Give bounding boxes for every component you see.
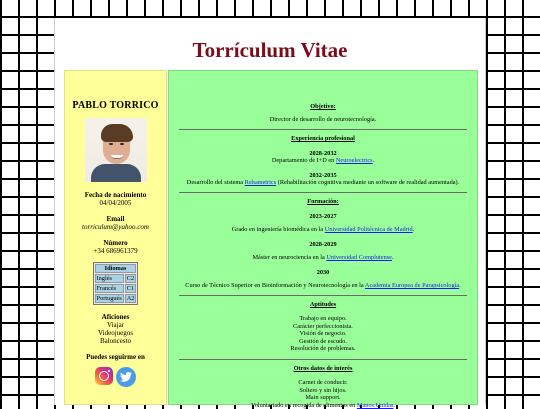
language-name: Francés [95,284,124,293]
profile-sidebar [64,70,167,405]
education-description: Grado en ingeniería biomédica en la Universidad Politécnica de Madrid. [231,226,415,233]
education-years: 2030 [316,269,330,276]
hobbies-label: Aficiones [101,313,130,321]
company-link[interactable]: Neuroelectrics [335,157,373,164]
experience-years: 2028-2032 [309,150,337,157]
phone-value: +34 686961379 [93,247,138,255]
social-links [65,367,166,387]
cv-main-content [168,70,478,409]
profile-photo [85,118,147,182]
list-item: Soltero y sin hijos. [299,386,347,394]
other-title: Otros datos de interés [293,364,353,372]
language-level: A2 [126,295,135,302]
list-item: Carnet de conducir. [298,378,348,386]
experience-title: Experiencia profesional [291,135,355,142]
follow-label: Puedes seguirme en [86,353,145,361]
experience-description: Departamento de I+D en Neuroelectrics. [271,157,375,164]
cv-page [54,18,486,409]
volunteer-link[interactable]: Manos Unidas [356,401,394,409]
birth-value: 04/04/2005 [99,199,132,207]
divider [179,295,467,296]
profile-name: PABLO TORRICO [72,100,159,111]
experience-years: 2032-2035 [309,172,337,179]
experience-description: Desarrollo del sistema Rehametrics (Rehabilitación cognitiva mediante un software de realidad aumentada). [186,179,460,186]
language-name: Portugués [96,295,122,302]
objective-text: Director de desarrollo de neurotecnología. [269,116,377,123]
institution-link[interactable]: Academia Europea de Parapsicología [364,282,460,289]
list-item: Carácter perfeccionista. [293,322,353,330]
divider [179,129,467,130]
languages-table [93,262,139,305]
email-value[interactable]: torriculum@yahoo.com [82,223,149,231]
company-link[interactable]: Rehametrics [244,179,277,186]
education-title: Formación: [307,198,339,205]
divider [179,359,467,360]
skills-list [173,315,473,353]
education-description: Máster en neurociencia en la Universidad Complutense. [252,254,394,261]
birth-label: Fecha de nacimiento [84,191,147,199]
skills-title: Aptitudes [309,301,337,308]
institution-link[interactable]: Universidad Politécnica de Madrid [324,226,413,233]
education-description: Curso de Técnico Superior en Bioinformación y Neurotecnología en la Academia Europea de Parapsicología. [185,282,461,289]
list-item: Resolución de problemas. [290,345,356,353]
table-row [95,284,137,293]
page-title: Torrículum Vitae [192,38,348,62]
objective-title: Objetivo: [310,103,336,110]
list-item: Gestión de escudo. [299,337,347,345]
email-label: Email [106,215,125,223]
table-row [95,274,137,283]
education-years: 2023-2027 [309,213,337,220]
other-list [173,379,473,409]
divider [179,192,467,193]
list-item: Voluntariado en recogida de alimentos en Manos Unidas. [251,401,395,409]
table-row [95,294,137,303]
list-item: Visión de negocio. [299,330,347,338]
languages-header: Idiomas [95,264,137,273]
hobby-item: Videojuegos [98,329,133,337]
education-years: 2028-2029 [309,241,337,248]
hobby-item: Viajar [106,321,125,329]
instagram-icon[interactable] [95,367,113,385]
hobby-item: Baloncesto [99,337,132,345]
language-level: C1 [125,284,137,293]
language-name: Inglés [95,274,124,283]
phone-label: Número [103,239,128,247]
list-item: Trabajo en equipo. [299,315,347,322]
twitter-icon[interactable] [116,367,136,387]
institution-link[interactable]: Universidad Complutense [326,254,392,261]
language-level: C2 [125,274,137,283]
list-item: Main support. [305,394,341,402]
